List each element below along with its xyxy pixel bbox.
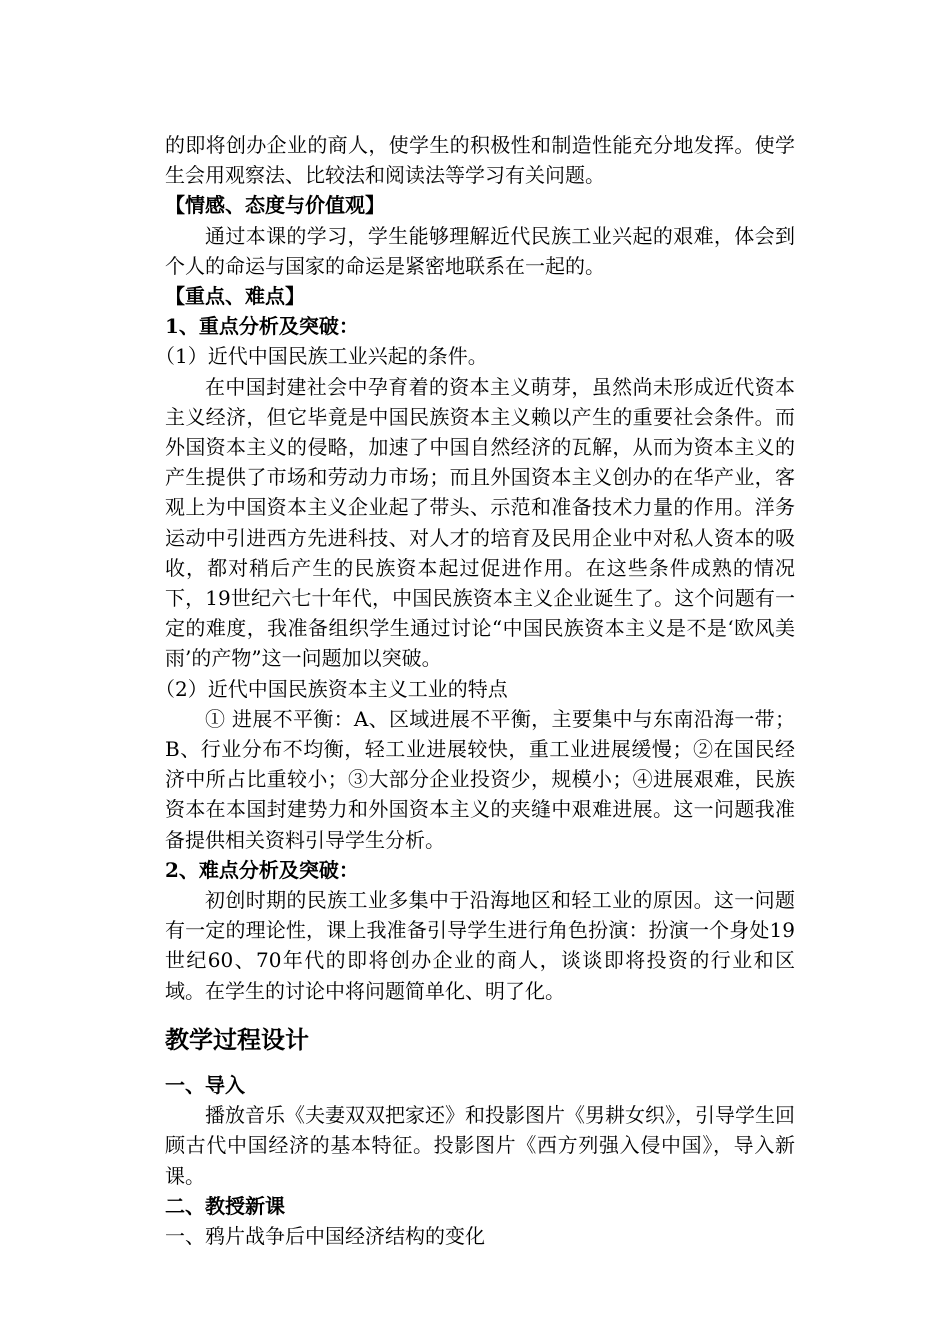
paragraph-difficulty: 初创时期的民族工业多集中于沿海地区和轻工业的原因。这一问题有一定的理论性，课上我准备引导学生进行角色扮演：扮演一个身处19世纪60、70年代的即将创办企业的商人，谈谈即将投资的行业和区域。在学生的讨论中将问题简单化、明了化。 xyxy=(165,888,795,1003)
item-heading-conditions: （1）近代中国民族工业兴起的条件。 xyxy=(155,344,488,369)
section-heading-new-lesson: 二、教授新课 xyxy=(165,1193,285,1218)
subheading-key-analysis: 1、重点分析及突破： xyxy=(165,314,359,339)
heading-teaching-process: 教学过程设计 xyxy=(165,1025,309,1054)
section-heading-key-points: 【重点、难点】 xyxy=(165,284,305,309)
section-heading-emotion: 【情感、态度与价值观】 xyxy=(165,193,385,218)
paragraph-economic-change: 一、鸦片战争后中国经济结构的变化 xyxy=(165,1223,485,1248)
paragraph-intro-cont: 的即将创办企业的商人，使学生的积极性和制造性能充分地发挥。使学生会用观察法、比较法和阅读法等学习有关问题。 xyxy=(165,133,795,188)
paragraph-conditions: 在中国封建社会中孕育着的资本主义萌芽，虽然尚未形成近代资本主义经济，但它毕竟是中国民族资本主义赖以产生的重要社会条件。而外国资本主义的侵略，加速了中国自然经济的瓦解，从而为资本主义的产生提供了市场和劳动力市场；而且外国资本主义创办的在华产业，客观上为中国资本主义企业起了带头、示范和准备技术力量的作用。洋务运动中引进西方先进科技、对人才的培育及民用企业中对私人资本的吸收，都对稍后产生的民族资本起过促进作用。在这些条件成熟的情况下，19世纪六七十年代，中国民族资本主义企业诞生了。这个问题有一定的难度，我准备组织学生通过讨论“中国民族资本主义是不是‘欧风美雨’的产物”这一问题加以突破。 xyxy=(165,374,795,671)
paragraph-features: ① 进展不平衡：A、区域进展不平衡，主要集中与东南沿海一带；B、行业分布不均衡，轻工业进展较快，重工业进展缓慢；②在国民经济中所占比重较小；③大部分企业投资少，规模小；④进展艰难，民族资本在本国封建势力和外国资本主义的夹缝中艰难进展。这一问题我准备提供相关资料引导学生分析。 xyxy=(165,706,795,852)
section-heading-intro: 一、导入 xyxy=(165,1072,245,1097)
item-heading-features: （2）近代中国民族资本主义工业的特点 xyxy=(155,676,508,701)
subheading-difficulty-analysis: 2、难点分析及突破： xyxy=(165,857,359,882)
paragraph-intro: 播放音乐《夫妻双双把家还》和投影图片《男耕女织》，引导学生回顾古代中国经济的基本特征。投影图片《西方列强入侵中国》，导入新课。 xyxy=(165,1103,795,1188)
paragraph-emotion: 通过本课的学习，学生能够理解近代民族工业兴起的艰难，体会到个人的命运与国家的命运是紧密地联系在一起的。 xyxy=(165,223,795,278)
